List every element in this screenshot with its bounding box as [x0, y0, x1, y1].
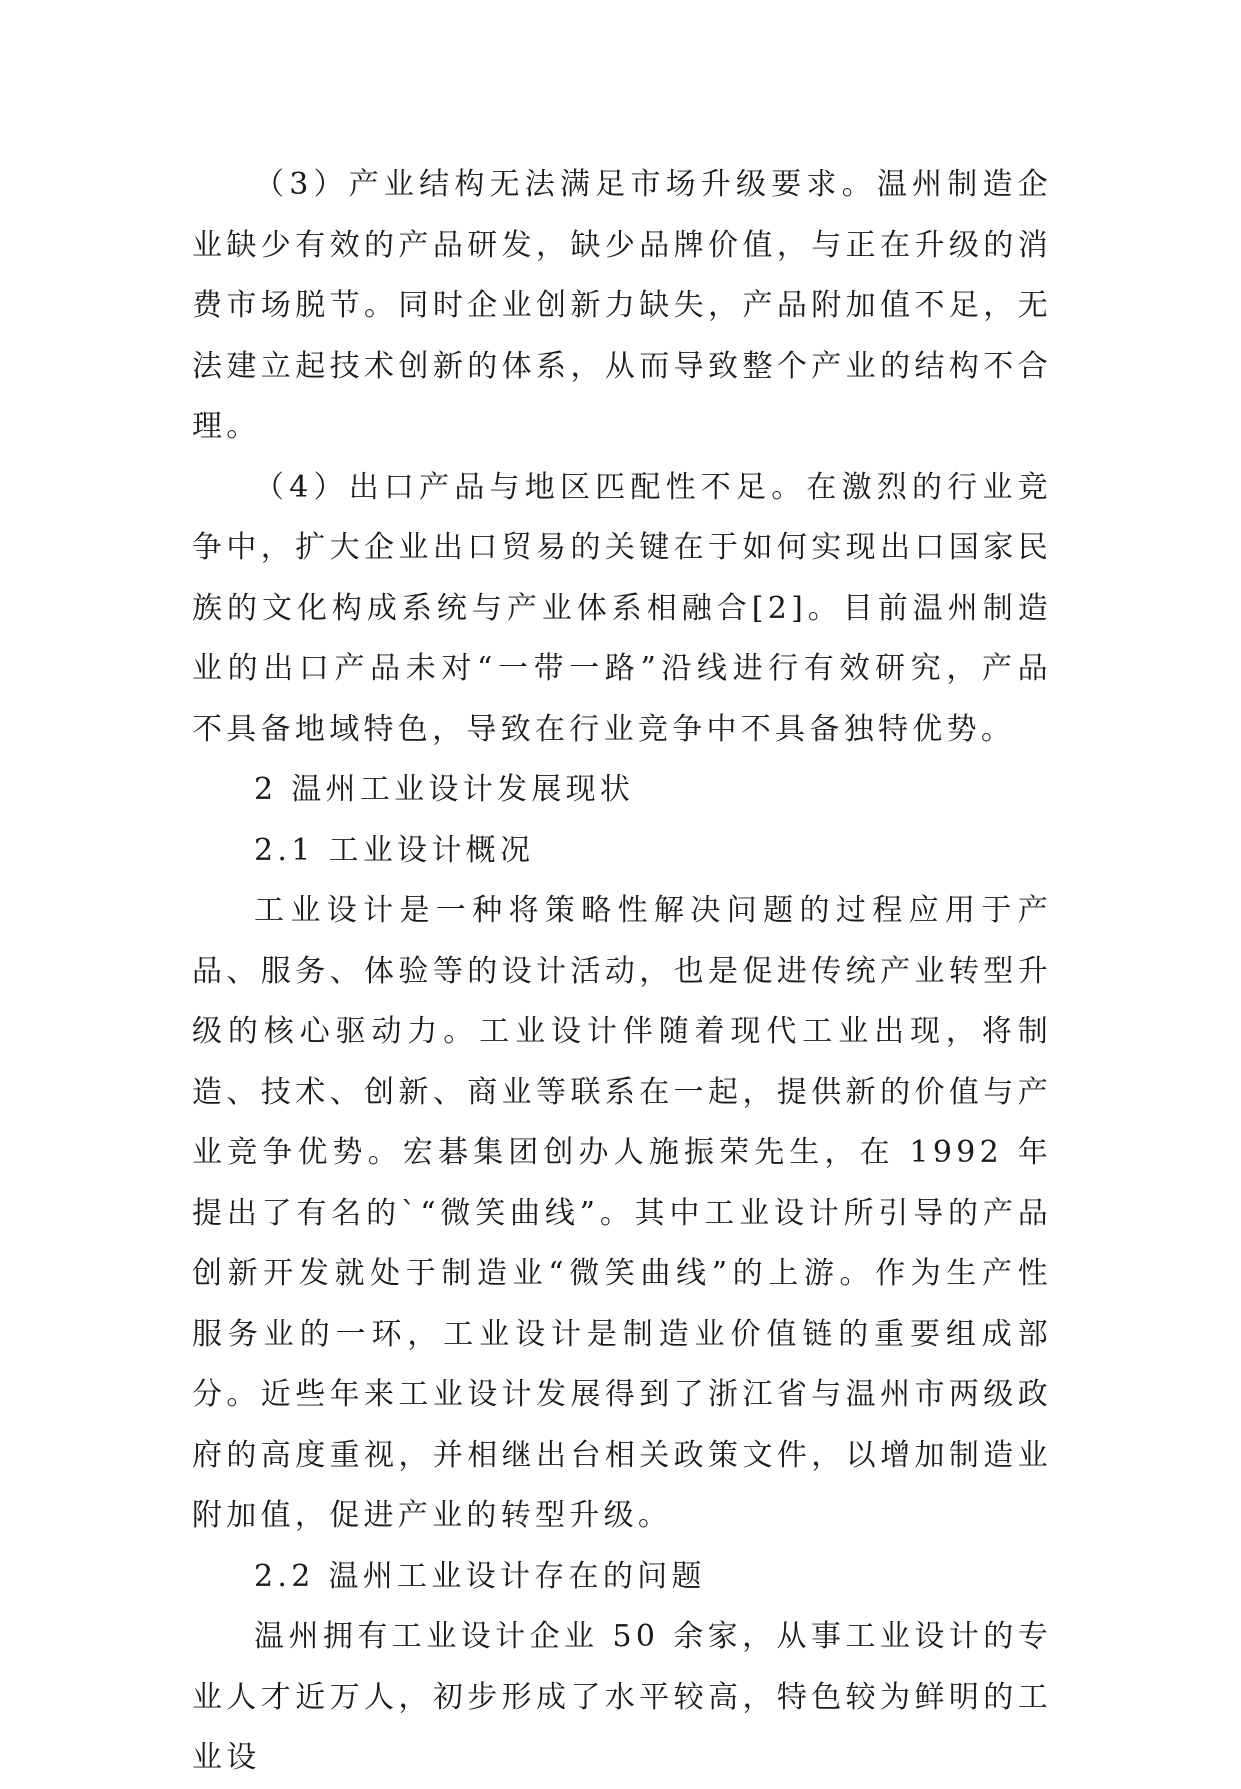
paragraph-industry-structure: （3）产业结构无法满足市场升级要求。温州制造企业缺少有效的产品研发，缺少品牌价值，与正在升级的消费市场脱节。同时企业创新力缺失，产品附加值不足，无法建立起技术创新的体系，从而导致整个产业的结构不合理。: [192, 167, 1052, 444]
document-body: [192, 155, 1052, 1789]
subsection-heading-2-2: 2.2 温州工业设计存在的问题: [254, 1558, 706, 1594]
subsection-heading-2-1: 2.1 工业设计概况: [254, 832, 535, 868]
paragraph-wenzhou-design-problems: 温州拥有工业设计企业 50 余家，从事工业设计的专业人才近万人，初步形成了水平较高，特色较为鲜明的工业设: [192, 1619, 1052, 1775]
paragraph-export-products: （4）出口产品与地区匹配性不足。在激烈的行业竞争中，扩大企业出口贸易的关键在于如何实现出口国家民族的文化构成系统与产业体系相融合[2]。目前温州制造业的出口产品未对“一带一路”沿线进行有效研究，产品不具备地域特色，导致在行业竞争中不具备独特优势。: [192, 469, 1052, 747]
section-heading-2: 2 温州工业设计发展现状: [254, 772, 635, 807]
paragraph-industrial-design-overview: 工业设计是一种将策略性解决问题的过程应用于产品、服务、体验等的设计活动，也是促进传统产业转型升级的核心驱动力。工业设计伴随着现代工业出现，将制造、技术、创新、商业等联系在一起，提供新的价值与产业竞争优势。宏碁集团创办人施振荣先生，在 1992 年提出了有名的`“微笑曲线”。其中工业设计所引导的产品创新开发就处于制造业“微笑曲线”的上游。作为生产性服务业的一环，工业设计是制造业价值链的重要组成部分。近些年来工业设计发展得到了浙江省与温州市两级政府的高度重视，并相继出台相关政策文件，以增加制造业附加值，促进产业的转型升级。: [192, 893, 1052, 1533]
